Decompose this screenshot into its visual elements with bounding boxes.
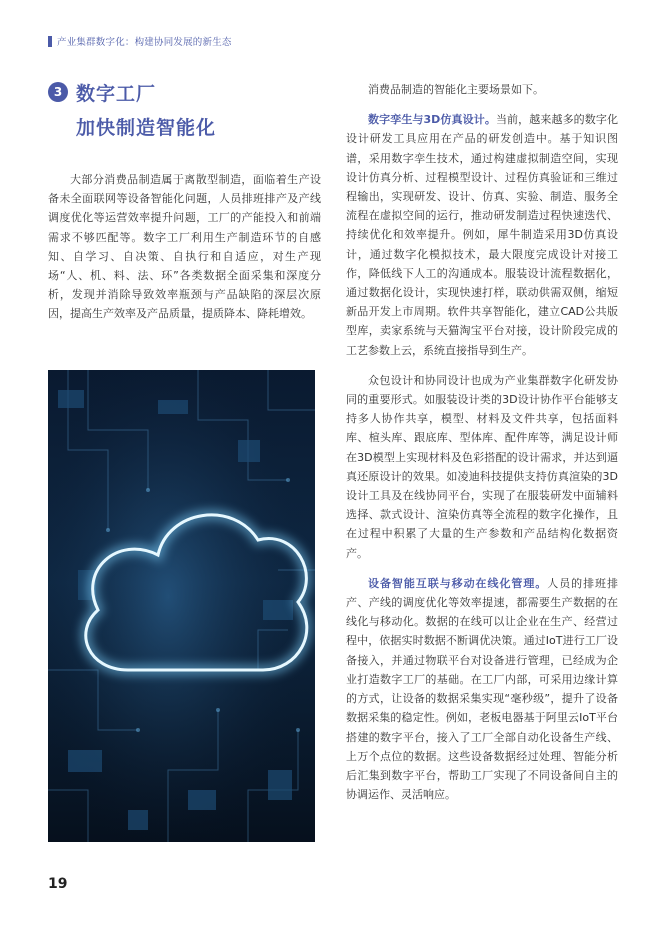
paragraph-digital-twin	[346, 110, 618, 360]
body-digital-twin: 当前，越来越多的数字化设计研发工具应用在产品的研发创造中。基于知识图谱，采用数字孪生技术，通过构建虚拟制造空间，实现设计仿真分析、过程模型设计、过程仿真验证和三维过程输出，实现研发、设计、仿真、实验、制造、服务全流程在虚拟空间的运行，推动研发制造过程快速迭代、持续优化和效率提升。例如，犀牛制造采用3D仿真设计，通过数字化模拟技术，最大限度完成设计对接工作，降低线下人工的沟通成本。服装设计流程数据化，通过数据化设计，实现快速打样，联动供需双侧，缩短新品开发上市周期。软件共享智能化，建立CAD公共版型库，卖家系统与天猫淘宝平台对接，设计阶段完成的工艺参数上云，系统直接指导到生产。	[346, 113, 619, 357]
heading-iot: 设备智能互联与移动在线化管理。	[368, 576, 548, 590]
left-column-text	[48, 170, 321, 324]
right-column-text	[346, 80, 618, 804]
section-title-line1: 数字工厂	[76, 83, 157, 105]
paragraph-collab-design: 众包设计和协同设计也成为产业集群数字化研发协同的重要形式。如服装设计类的3D设计协作平台能够支持多人协作共享，模型、材料及文件共享，包括面料库、楦头库、跟底库、型体库、配件库等，满足设计师在3D模型上实现材料及色彩搭配的设计需求，并达到逼真还原设计的效果。如凌迪科技提供支持仿真渲染的3D设计工具及在线协同平台，实现了在服装研发中面辅料选择、款式设计、渲染仿真等全流程的数字化操作，且在过程中积累了大量的生产参数和产品结构化数据资产。	[346, 373, 618, 560]
running-header	[48, 34, 232, 48]
heading-digital-twin: 数字孪生与3D仿真设计。	[368, 113, 496, 127]
section-number-badge: 3	[48, 82, 68, 102]
page-number: 19	[48, 876, 68, 892]
scenarios-intro: 消费品制造的智能化主要场景如下。	[368, 83, 544, 96]
header-accent-bar	[48, 36, 52, 47]
header-title: 产业集群数字化：构建协同发展的新生态	[57, 37, 232, 48]
cloud-circuit-image	[48, 370, 315, 842]
intro-paragraph: 大部分消费品制造属于离散型制造，面临着生产设备未全面联网等设备智能化问题，人员排班排产及产线调度优化等运营效率提升问题，工厂的产能投入和前端需求不够匹配等。数字工厂利用生产制造环节的自感知、自学习、自决策、自执行和自适应，对生产现场“人、机、料、法、环”各类数据全面采集和深度分析，发现并消除导致效率瓶颈与产品缺陷的深层次原因，提高生产效率及产品质量，提质降本、降耗增效。	[48, 173, 321, 321]
section-title-line2: 加快制造智能化	[76, 117, 217, 139]
paragraph-iot	[346, 574, 618, 804]
body-iot: 人员的排班排产、产线的调度优化等效率提速，都需要生产数据的在线化与移动化。数据的在线可以让企业在生产、经营过程中，依据实时数据不断调优决策。通过IoT进行工厂设备接入，并通过物联平台对设备进行管理，已经成为企业打造数字工厂的基础。在工厂内部，可采用边缘计算的方式，让设备的数据采集实现“毫秒级”，提升了设备数据采集的稳定性。例如，老板电器基于阿里云IoT平台搭建的数字平台，接入了工厂全部自动化设备生产线、上万个点位的数据。这些设备数据经过处理、智能分析后汇集到数字平台，帮助工厂实现了不同设备间自主的协调运作、灵活响应。	[346, 576, 618, 802]
